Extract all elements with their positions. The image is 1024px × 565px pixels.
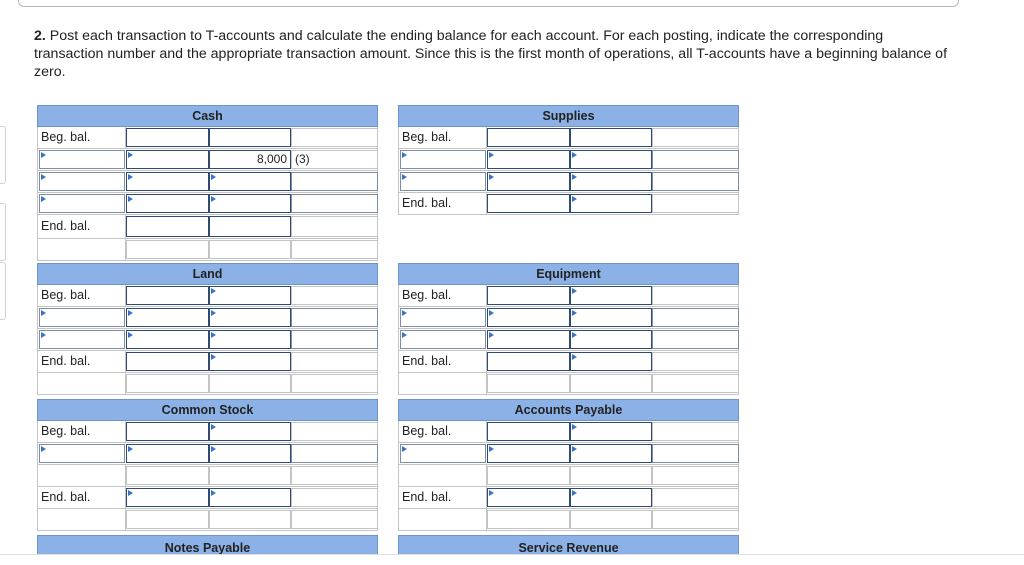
- debit-amount-input[interactable]: [487, 128, 570, 147]
- dropdown-marker-icon: [211, 424, 216, 430]
- debit-amount-input[interactable]: [126, 308, 209, 327]
- blank-cell: [652, 374, 739, 393]
- blank-cell: [291, 374, 378, 393]
- t-account-title: Land: [37, 263, 378, 285]
- dropdown-marker-icon: [41, 196, 46, 202]
- credit-amount-input[interactable]: [209, 308, 291, 327]
- t-account-notes-payable: [37, 535, 378, 554]
- transaction-select[interactable]: [291, 330, 378, 349]
- end-bal-row: [398, 193, 739, 215]
- blank-cell: [652, 510, 739, 529]
- dropdown-marker-icon: [128, 152, 133, 158]
- transaction-select[interactable]: [652, 172, 739, 191]
- credit-amount-input[interactable]: [570, 444, 652, 463]
- credit-amount-input[interactable]: [209, 330, 291, 349]
- dropdown-marker-icon: [402, 446, 407, 452]
- transaction-select[interactable]: [400, 444, 486, 463]
- dropdown-marker-icon: [572, 354, 577, 360]
- transaction-select[interactable]: [291, 308, 378, 327]
- blank-cell: [38, 509, 126, 530]
- t-account-title: Equipment: [398, 263, 739, 285]
- dropdown-marker-icon: [211, 288, 216, 294]
- page-divider: [0, 554, 1024, 555]
- dropdown-marker-icon: [489, 152, 494, 158]
- dropdown-marker-icon: [128, 174, 133, 180]
- question-number: 2.: [34, 28, 46, 44]
- posting-row: [37, 149, 378, 171]
- dropdown-marker-icon: [402, 174, 407, 180]
- end-bal-row: [37, 351, 378, 373]
- t-account-title: Accounts Payable: [398, 399, 739, 421]
- blank-cell: [38, 239, 126, 260]
- credit-balance-input[interactable]: [570, 488, 652, 507]
- transaction-select[interactable]: [400, 308, 486, 327]
- t-account-service-revenue: [398, 535, 739, 554]
- dropdown-marker-icon: [41, 332, 46, 338]
- blank-cell: [487, 510, 570, 529]
- question-text: Post each transaction to T-accounts and calculate the ending balance for each account. For each posting, indicate the corresponding transaction number and the appropriate transaction amount. Since this is the first month of operations, all T-accounts have a beginning balance of zero.: [34, 28, 948, 80]
- end-bal-label: End. bal.: [399, 351, 487, 372]
- dropdown-marker-icon: [572, 288, 577, 294]
- end-bal-label: End. bal.: [399, 193, 487, 214]
- dropdown-marker-icon: [128, 310, 133, 316]
- blank-cell: [38, 373, 126, 394]
- credit-amount-input[interactable]: [209, 128, 291, 147]
- transaction-select[interactable]: [652, 444, 739, 463]
- blank-cell: [291, 488, 378, 507]
- debit-balance-input[interactable]: [487, 488, 570, 507]
- blank-cell: [652, 488, 739, 507]
- t-account-title: Cash: [37, 105, 378, 127]
- credit-amount-input[interactable]: [209, 286, 291, 305]
- blank-cell: [291, 286, 378, 305]
- blank-cell: [126, 466, 209, 485]
- transaction-select[interactable]: [400, 330, 486, 349]
- blank-cell: [570, 374, 652, 393]
- spacer-row: [398, 465, 739, 487]
- blank-cell: [652, 422, 739, 441]
- posting-row: [37, 193, 378, 215]
- beg-bal-row: [398, 127, 739, 149]
- blank-cell: [399, 509, 487, 530]
- dropdown-marker-icon: [128, 490, 133, 496]
- credit-amount-input[interactable]: [209, 150, 291, 169]
- end-bal-label: End. bal.: [38, 215, 126, 238]
- blank-cell: [209, 240, 291, 259]
- credit-amount-input[interactable]: [209, 444, 291, 463]
- transaction-select[interactable]: [400, 172, 486, 191]
- debit-amount-input[interactable]: [487, 286, 570, 305]
- beg-bal-label: Beg. bal.: [399, 421, 487, 442]
- debit-balance-input[interactable]: [487, 194, 570, 213]
- dropdown-marker-icon: [402, 152, 407, 158]
- end-bal-label: End. bal.: [38, 487, 126, 508]
- dropdown-marker-icon: [41, 310, 46, 316]
- posting-row: [398, 307, 739, 329]
- dropdown-marker-icon: [41, 152, 46, 158]
- previous-question-frame: [18, 0, 959, 7]
- blank-cell: [652, 194, 739, 213]
- end-bal-row: [398, 487, 739, 509]
- credit-amount-input[interactable]: [209, 194, 291, 213]
- dropdown-marker-icon: [41, 446, 46, 452]
- blank-cell: [38, 465, 126, 486]
- spacer-row: [37, 373, 378, 395]
- debit-amount-input[interactable]: [126, 422, 209, 441]
- blank-cell: [126, 374, 209, 393]
- end-bal-row: [37, 487, 378, 509]
- debit-amount-input[interactable]: [487, 330, 570, 349]
- spacer-row: [398, 509, 739, 531]
- beg-bal-row: [37, 285, 378, 307]
- blank-cell: [291, 240, 378, 259]
- transaction-select[interactable]: [291, 194, 378, 213]
- spacer-row: [37, 509, 378, 531]
- dropdown-marker-icon: [572, 332, 577, 338]
- blank-cell: [209, 510, 291, 529]
- debit-balance-input[interactable]: [126, 488, 209, 507]
- dropdown-marker-icon: [211, 196, 216, 202]
- blank-cell: [291, 128, 378, 147]
- end-bal-row: [398, 351, 739, 373]
- posting-row: [398, 149, 739, 171]
- t-account-title: Notes Payable: [37, 535, 378, 554]
- posting-row: [398, 329, 739, 351]
- blank-cell: [652, 352, 739, 371]
- transaction-select[interactable]: [400, 150, 486, 169]
- beg-bal-row: [398, 421, 739, 443]
- blank-cell: [209, 466, 291, 485]
- debit-balance-input[interactable]: [487, 352, 570, 371]
- credit-amount-input[interactable]: [570, 172, 652, 191]
- dropdown-marker-icon: [402, 310, 407, 316]
- blank-cell: [291, 352, 378, 371]
- dropdown-marker-icon: [489, 490, 494, 496]
- debit-amount-input[interactable]: [126, 194, 209, 213]
- credit-amount-input[interactable]: [209, 172, 291, 191]
- beg-bal-row: [398, 285, 739, 307]
- transaction-select[interactable]: [291, 444, 378, 463]
- spacer-row: [37, 239, 378, 261]
- credit-balance-input[interactable]: [209, 488, 291, 507]
- blank-cell: [652, 466, 739, 485]
- debit-amount-input[interactable]: [126, 330, 209, 349]
- transaction-select[interactable]: [39, 444, 125, 463]
- posted-ref: (3): [295, 152, 310, 166]
- beg-bal-row: [37, 127, 378, 149]
- beg-bal-label: Beg. bal.: [38, 421, 126, 442]
- beg-bal-label: Beg. bal.: [399, 127, 487, 148]
- transaction-ref-cell: [291, 150, 378, 169]
- posted-amount: 8,000: [256, 152, 287, 166]
- beg-bal-label: Beg. bal.: [38, 285, 126, 306]
- credit-balance-input[interactable]: [570, 352, 652, 371]
- question-instructions: [34, 27, 954, 81]
- transaction-select[interactable]: [39, 330, 125, 349]
- credit-amount-input[interactable]: [209, 422, 291, 441]
- blank-cell: [291, 216, 378, 237]
- posting-row: [37, 307, 378, 329]
- dropdown-marker-icon: [572, 196, 577, 202]
- beg-bal-row: [37, 421, 378, 443]
- debit-amount-input[interactable]: [126, 150, 209, 169]
- blank-cell: [570, 466, 652, 485]
- debit-balance-input[interactable]: [126, 352, 209, 371]
- blank-cell: [570, 510, 652, 529]
- transaction-select[interactable]: [39, 172, 125, 191]
- debit-amount-input[interactable]: [487, 444, 570, 463]
- transaction-select[interactable]: [291, 172, 378, 191]
- debit-amount-input[interactable]: [487, 150, 570, 169]
- dropdown-marker-icon: [402, 332, 407, 338]
- transaction-select[interactable]: [39, 308, 125, 327]
- dropdown-marker-icon: [128, 196, 133, 202]
- beg-bal-label: Beg. bal.: [399, 285, 487, 306]
- debit-amount-input[interactable]: [126, 128, 209, 147]
- dropdown-marker-icon: [572, 490, 577, 496]
- dropdown-marker-icon: [489, 446, 494, 452]
- debit-amount-input[interactable]: [487, 172, 570, 191]
- debit-amount-input[interactable]: [126, 286, 209, 305]
- credit-amount-input[interactable]: [570, 330, 652, 349]
- dropdown-marker-icon: [572, 424, 577, 430]
- dropdown-marker-icon: [128, 332, 133, 338]
- end-bal-row: [37, 215, 378, 239]
- transaction-select[interactable]: [39, 194, 125, 213]
- dropdown-marker-icon: [489, 310, 494, 316]
- transaction-select[interactable]: [39, 150, 125, 169]
- debit-amount-input[interactable]: [487, 422, 570, 441]
- transaction-select[interactable]: [652, 308, 739, 327]
- t-account-title: Service Revenue: [398, 535, 739, 554]
- blank-cell: [652, 286, 739, 305]
- transaction-select[interactable]: [652, 150, 739, 169]
- debit-balance-input[interactable]: [126, 216, 209, 237]
- blank-cell: [126, 510, 209, 529]
- dropdown-marker-icon: [128, 446, 133, 452]
- credit-amount-input[interactable]: [570, 128, 652, 147]
- blank-cell: [652, 128, 739, 147]
- debit-amount-input[interactable]: [126, 444, 209, 463]
- t-account-title: Supplies: [398, 105, 739, 127]
- end-bal-label: End. bal.: [399, 487, 487, 508]
- transaction-select[interactable]: [652, 330, 739, 349]
- dropdown-marker-icon: [489, 174, 494, 180]
- credit-amount-input[interactable]: [570, 422, 652, 441]
- credit-balance-input[interactable]: [209, 216, 291, 237]
- spacer-row: [398, 373, 739, 395]
- side-tab[interactable]: [0, 203, 6, 261]
- dropdown-marker-icon: [211, 310, 216, 316]
- spacer-row: [37, 465, 378, 487]
- dropdown-marker-icon: [211, 174, 216, 180]
- credit-amount-input[interactable]: [570, 308, 652, 327]
- blank-cell: [209, 374, 291, 393]
- blank-cell: [126, 240, 209, 259]
- dropdown-marker-icon: [41, 174, 46, 180]
- dropdown-marker-icon: [572, 446, 577, 452]
- side-tab[interactable]: [0, 126, 6, 184]
- credit-balance-input[interactable]: [209, 352, 291, 371]
- dropdown-marker-icon: [572, 174, 577, 180]
- credit-balance-input[interactable]: [570, 194, 652, 213]
- credit-amount-input[interactable]: [570, 150, 652, 169]
- posting-row: [37, 171, 378, 193]
- blank-cell: [487, 374, 570, 393]
- posting-row: [37, 443, 378, 465]
- posting-row: [398, 443, 739, 465]
- blank-cell: [291, 466, 378, 485]
- blank-cell: [487, 466, 570, 485]
- dropdown-marker-icon: [211, 490, 216, 496]
- debit-amount-input[interactable]: [126, 172, 209, 191]
- beg-bal-label: Beg. bal.: [38, 127, 126, 148]
- blank-cell: [399, 465, 487, 486]
- dropdown-marker-icon: [211, 354, 216, 360]
- end-bal-label: End. bal.: [38, 351, 126, 372]
- dropdown-marker-icon: [211, 332, 216, 338]
- credit-amount-input[interactable]: [570, 286, 652, 305]
- debit-amount-input[interactable]: [487, 308, 570, 327]
- blank-cell: [399, 373, 487, 394]
- dropdown-marker-icon: [211, 446, 216, 452]
- blank-cell: [291, 510, 378, 529]
- side-tab[interactable]: [0, 262, 6, 320]
- posting-row: [37, 329, 378, 351]
- dropdown-marker-icon: [489, 332, 494, 338]
- blank-cell: [291, 422, 378, 441]
- dropdown-marker-icon: [572, 152, 577, 158]
- posting-row: [398, 171, 739, 193]
- t-account-title: Common Stock: [37, 399, 378, 421]
- dropdown-marker-icon: [572, 310, 577, 316]
